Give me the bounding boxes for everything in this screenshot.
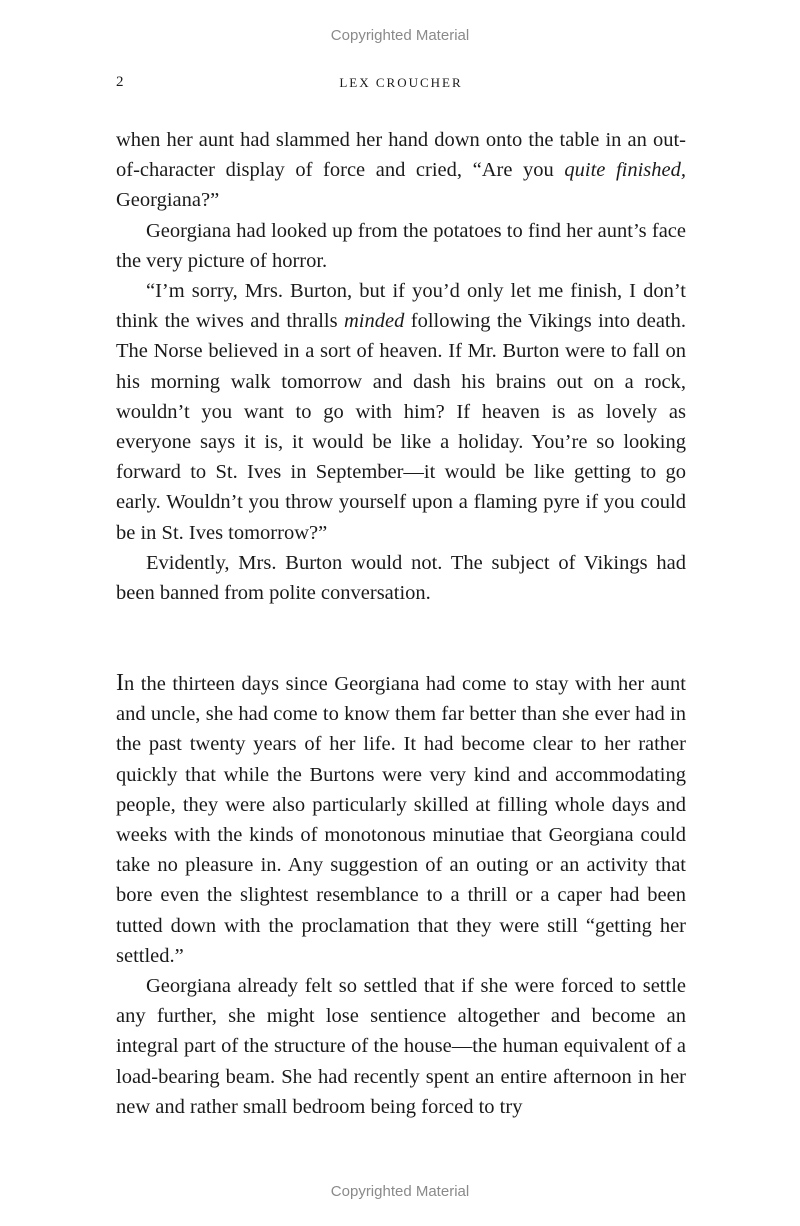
text-span: Georgiana?” (116, 189, 220, 212)
section-one-text (116, 125, 686, 608)
italic-text: quite finished, (564, 159, 686, 182)
copyright-watermark-top: Copyrighted Material (330, 27, 470, 44)
paragraph (116, 276, 686, 548)
italic-text: minded (344, 310, 405, 333)
text-span: following the Vikings into death. The Norse believed in a sort of heaven. If Mr. Burton were to fall on his morning walk tomorrow and dash his brains out on a rock, wouldn’t you want to go with him? If heaven is as lovely as everyone says it is, it would be like a holiday. You’re so looking forward to St. Ives in September—it would be like getting to go early. Wouldn’t you throw yourself upon a flaming pyre if you could be in St. Ives tomorrow?” (116, 310, 686, 544)
paragraph (116, 125, 686, 216)
author-name-header: LEX CROUCHER (339, 75, 463, 90)
paragraph: Georgiana had looked up from the potatoes to find her aunt’s face the very picture of horror. (116, 219, 686, 272)
paragraph (116, 669, 686, 971)
text-span: when her aunt had slammed her hand down onto the table in an out-of-character display of force and cried, “Are you (116, 129, 686, 182)
paragraph: Evidently, Mrs. Burton would not. The subject of Vikings had been banned from polite conversation. (116, 551, 686, 605)
text-span: n the thirteen days since Georgiana had come to stay with her aunt and uncle, she had come to know them far better than she ever had in the past twenty years of her life. It had become clear to her rather quickly that while the Burtons were very kind and accommodating people, they were also particularly skilled at filling whole days and weeks with the kinds of monotonous minutiae that Georgiana could take no pleasure in. Any suggestion of an outing or an activity that bore even the slightest resemblance to a thrill or a caper had been tutted down with the proclamation that they were still “getting her settled.” (116, 673, 686, 967)
copyright-watermark-bottom: Copyrighted Material (330, 1183, 470, 1200)
section-two-text (116, 669, 686, 1122)
paragraph: Georgiana already felt so settled that if she were forced to settle any further, she might lose sentience altogether and become an integral part of the structure of the house—the human equivalent of a load-bearing beam. She had recently spent an entire afternoon in her new and rather small bedroom being forced to try (116, 975, 686, 1118)
page-number: 2 (116, 74, 124, 90)
running-head (116, 74, 686, 94)
drop-cap: I (116, 670, 124, 696)
text-span: “I’m sorry, Mrs. Burton, but if you’d only let me finish, I don’t think the wives and thralls (116, 280, 686, 333)
